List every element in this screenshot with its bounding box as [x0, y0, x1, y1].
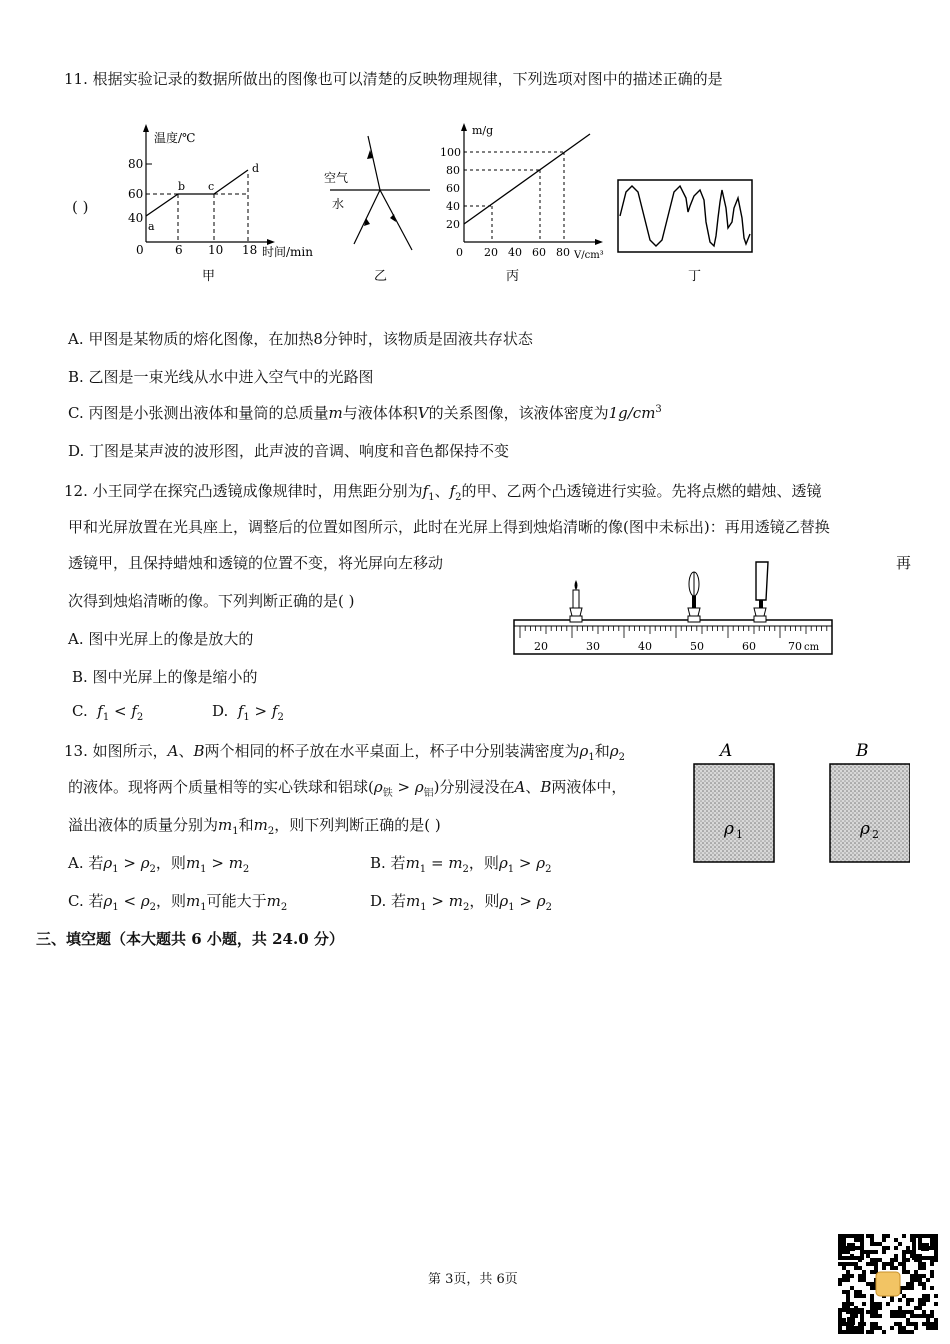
qr-cell: [874, 1266, 878, 1270]
qr-cell: [902, 1314, 906, 1318]
qr-cell: [890, 1266, 894, 1270]
qr-cell: [906, 1298, 910, 1302]
qr-cell: [922, 1310, 926, 1314]
qr-cell: [870, 1322, 874, 1326]
jia-xtick: 10: [208, 243, 224, 257]
qr-cell: [842, 1322, 846, 1326]
qr-cell: [926, 1322, 930, 1326]
bing-ytick: 100: [440, 146, 461, 159]
q13-option-c[interactable]: C. 若$\rho_1 < \rho_2$，则$m_1$可能大于$m_2$: [68, 892, 288, 913]
qr-cell: [898, 1262, 902, 1266]
qr-cell: [842, 1238, 846, 1242]
qr-cell: [922, 1266, 926, 1270]
opt-c-m: m: [328, 404, 343, 422]
q11-option-a[interactable]: A. 甲图是某物质的熔化图像，在加热8分钟时，该物质是固液共存状态: [68, 330, 533, 348]
qr-cell: [906, 1250, 910, 1254]
qr-cell: [866, 1330, 870, 1334]
qr-cell: [910, 1286, 914, 1290]
qr-cell: [918, 1282, 922, 1286]
qr-cell: [922, 1314, 926, 1318]
convex-lens: [688, 572, 700, 622]
jia-point-d: d: [252, 162, 260, 175]
qr-cell: [890, 1326, 894, 1330]
bing-ytick: 40: [446, 200, 460, 213]
qr-cell: [922, 1322, 926, 1326]
qr-cell: [850, 1274, 854, 1278]
qr-cell: [894, 1314, 898, 1318]
qr-cell: [934, 1326, 938, 1330]
qr-cell: [898, 1242, 902, 1246]
section-3-title: 三、填空题（本大题共 6 小题，共 24.0 分）: [36, 930, 344, 948]
qr-cell: [906, 1270, 910, 1274]
qr-cell: [854, 1266, 858, 1270]
qr-cell: [906, 1322, 910, 1326]
bing-xtick: 80: [556, 246, 570, 259]
qr-cell: [882, 1234, 886, 1238]
qr-cell: [870, 1330, 874, 1334]
bing-line: [464, 134, 590, 224]
qr-cell: [846, 1262, 850, 1266]
qr-cell: [902, 1294, 906, 1298]
qr-cell: [870, 1326, 874, 1330]
q11-option-d[interactable]: D. 丁图是某声波的波形图，此声波的音调、响度和音色都保持不变: [68, 442, 510, 460]
bing-ylabel: m/g: [472, 124, 494, 137]
qr-cell: [854, 1294, 858, 1298]
qr-cell: [918, 1302, 922, 1306]
qr-cell: [870, 1314, 874, 1318]
qr-cell: [898, 1326, 902, 1330]
qr-cell: [906, 1310, 910, 1314]
qr-cell: [902, 1234, 906, 1238]
qr-cell: [898, 1314, 902, 1318]
opt-c-pre: C. 丙图是小张测出液体和量筒的总质量: [68, 404, 329, 422]
qr-cell: [926, 1326, 930, 1330]
qr-cell: [874, 1250, 878, 1254]
qr-cell: [922, 1262, 926, 1266]
qr-cell: [854, 1262, 858, 1266]
qr-cell: [890, 1298, 894, 1302]
candle: [570, 580, 582, 622]
qr-cell: [898, 1330, 902, 1334]
qr-cell: [870, 1242, 874, 1246]
q12-line2: 甲和光屏放置在光具座上，调整后的位置如图所示，此时在光屏上得到烛焰清晰的像(图中未标出)：再用透镜乙替换: [68, 518, 830, 536]
bing-ytick: 60: [446, 182, 460, 195]
qr-cell: [846, 1290, 850, 1294]
qr-cell: [862, 1270, 866, 1274]
bing-xlabel: V/cm³: [574, 250, 604, 261]
cup-b-rho-sub: 2: [872, 828, 879, 841]
qr-cell: [910, 1330, 914, 1334]
qr-cell: [934, 1294, 938, 1298]
qr-cell: [870, 1262, 874, 1266]
qr-cell: [894, 1322, 898, 1326]
qr-cell: [930, 1238, 934, 1242]
qr-cell: [894, 1246, 898, 1250]
ding-wave: [620, 186, 750, 246]
qr-cell: [918, 1238, 922, 1242]
qr-cell: [934, 1318, 938, 1322]
bench-tick-label: 70: [788, 640, 802, 653]
jia-ylabel: 温度/℃: [154, 131, 196, 145]
qr-cell: [910, 1310, 914, 1314]
qr-cell: [914, 1278, 918, 1282]
qr-cell: [870, 1250, 874, 1254]
qr-cell: [878, 1326, 882, 1330]
yi-caption: 乙: [374, 269, 388, 284]
qr-cell: [858, 1278, 862, 1282]
q13-option-d[interactable]: D. 若$m_1 > m_2$，则$\rho_1 > \rho_2$: [370, 892, 552, 913]
jia-curve: [146, 170, 248, 216]
qr-cell: [922, 1286, 926, 1290]
qr-cell: [874, 1242, 878, 1246]
qr-cell: [930, 1326, 934, 1330]
q13-line1: 13. 如图所示，A、B两个相同的杯子放在水平桌面上，杯子中分别装满密度为$\rho_1$和$\rho_2$: [64, 742, 625, 763]
qr-cell: [854, 1238, 858, 1242]
qr-cell: [846, 1274, 850, 1278]
qr-cell: [898, 1322, 902, 1326]
fig-yi-refraction: [318, 128, 430, 288]
qr-cell: [898, 1298, 902, 1302]
qr-cell: [850, 1302, 854, 1306]
qr-cell: [846, 1294, 850, 1298]
qr-cell: [842, 1246, 846, 1250]
qr-cell: [918, 1266, 922, 1270]
bing-ytick: 20: [446, 218, 460, 231]
qr-cell: [894, 1238, 898, 1242]
qr-cell: [914, 1270, 918, 1274]
qr-cell: [870, 1258, 874, 1262]
cup-a-rho-sub: 1: [736, 828, 743, 841]
q13-line3: 溢出液体的质量分别为$m_1$和$m_2$，则下列判断正确的是( ): [68, 816, 441, 837]
qr-cell: [930, 1286, 934, 1290]
yi-air-label: 空气: [324, 171, 349, 185]
qr-cell: [902, 1286, 906, 1290]
jia-xlabel: 时间/min: [262, 245, 313, 259]
qr-cell: [934, 1322, 938, 1326]
qr-cell: [910, 1282, 914, 1286]
qr-cell: [902, 1326, 906, 1330]
qr-cell: [862, 1302, 866, 1306]
qr-cell: [910, 1322, 914, 1326]
qr-cell: [882, 1266, 886, 1270]
qr-cell: [846, 1298, 850, 1302]
qr-code: [838, 1234, 938, 1334]
opt-c-value: 1g/cm: [608, 404, 656, 422]
qr-cell: [902, 1266, 906, 1270]
q11-answer-paren: ( ): [72, 198, 89, 216]
qr-cell: [930, 1242, 934, 1246]
qr-cell: [894, 1266, 898, 1270]
q12-line4: 次得到烛焰清晰的像。下列判断正确的是( ): [68, 592, 355, 610]
qr-cell: [870, 1238, 874, 1242]
qr-cell: [898, 1310, 902, 1314]
jia-ytick: 60: [128, 187, 144, 201]
qr-cell: [906, 1318, 910, 1322]
q11-stem: 11. 根据实验记录的数据所做出的图像也可以清楚的反映物理规律，下列选项对图中的描述正确的是: [64, 70, 723, 88]
qr-cell: [882, 1330, 886, 1334]
qr-cell: [882, 1250, 886, 1254]
qr-cell: [866, 1262, 870, 1266]
qr-cell: [906, 1282, 910, 1286]
qr-cell: [858, 1266, 862, 1270]
qr-cell: [882, 1238, 886, 1242]
qr-cell: [878, 1258, 882, 1262]
qr-cell: [906, 1246, 910, 1250]
qr-cell: [910, 1274, 914, 1278]
q13-line2: 的液体。现将两个质量相等的实心铁球和铝球$(\rho_铁 > \rho_铝)$分别浸没在A、B两液体中，: [68, 778, 627, 799]
qr-cell: [930, 1262, 934, 1266]
qr-cell: [866, 1310, 870, 1314]
fig-bing-graph: [436, 118, 616, 288]
qr-cell: [902, 1270, 906, 1274]
qr-cell: [918, 1306, 922, 1310]
qr-cell: [910, 1314, 914, 1318]
qr-cell: [878, 1306, 882, 1310]
qr-cell: [870, 1298, 874, 1302]
qr-cell: [914, 1322, 918, 1326]
qr-cell: [906, 1302, 910, 1306]
jia-xtick: 18: [242, 243, 258, 257]
q12-option-d[interactable]: D. $f_1 > f_2$: [212, 702, 284, 723]
bing-caption: 丙: [506, 269, 520, 284]
opt-c-post: 的关系图像，该液体密度为: [428, 404, 609, 422]
q13-option-a[interactable]: A. 若$\rho_1 > \rho_2$，则$m_1 > m_2$: [68, 854, 250, 875]
qr-cell: [870, 1286, 874, 1290]
qr-cell: [842, 1274, 846, 1278]
cup-b-label: B: [856, 741, 869, 761]
qr-cell: [854, 1290, 858, 1294]
qr-cell: [890, 1310, 894, 1314]
cup-b-rho: ρ: [860, 819, 870, 839]
opt-c-v: V: [417, 404, 429, 422]
qr-cell: [922, 1302, 926, 1306]
q13-option-b[interactable]: B. 若$m_1 = m_2$，则$\rho_1 > \rho_2$: [370, 854, 552, 875]
qr-cell: [870, 1306, 874, 1310]
qr-cell: [886, 1262, 890, 1266]
qr-cell: [862, 1278, 866, 1282]
qr-cell: [922, 1294, 926, 1298]
qr-cell: [930, 1314, 934, 1318]
bing-xtick: 0: [456, 246, 463, 259]
qr-cell: [846, 1278, 850, 1282]
qr-cell: [870, 1234, 874, 1238]
qr-cell: [918, 1262, 922, 1266]
qr-cell: [922, 1298, 926, 1302]
q12-line3-end: 再: [896, 554, 912, 572]
qr-cell: [878, 1242, 882, 1246]
qr-cell: [906, 1330, 910, 1334]
qr-cell: [870, 1282, 874, 1286]
cup-a: [694, 764, 774, 862]
qr-cell: [878, 1302, 882, 1306]
qr-cell: [918, 1314, 922, 1318]
qr-cell: [926, 1314, 930, 1318]
qr-cell: [890, 1262, 894, 1266]
q11-option-c[interactable]: [68, 402, 662, 423]
qr-cell: [850, 1286, 854, 1290]
qr-cell: [926, 1294, 930, 1298]
q11-option-b[interactable]: B. 乙图是一束光线从水中进入空气中的光路图: [68, 368, 374, 386]
cups-figure: [690, 738, 910, 866]
bench-tick-label: 30: [586, 640, 600, 653]
qr-cell: [902, 1262, 906, 1266]
qr-cell: [910, 1298, 914, 1302]
jia-ytick: 80: [128, 157, 144, 171]
qr-cell: [862, 1274, 866, 1278]
qr-cell: [874, 1302, 878, 1306]
qr-cell: [862, 1294, 866, 1298]
qr-cell: [898, 1306, 902, 1310]
qr-cell: [874, 1262, 878, 1266]
qr-cell: [842, 1302, 846, 1306]
optical-bench: [510, 560, 838, 660]
qr-cell: [874, 1322, 878, 1326]
qr-cell: [874, 1258, 878, 1262]
q12-option-c[interactable]: C. $f_1 < f_2$: [72, 702, 144, 723]
bench-tick-label: 20: [534, 640, 548, 653]
qr-cell: [874, 1314, 878, 1318]
qr-cell: [858, 1274, 862, 1278]
q12-option-b[interactable]: B. 图中光屏上的像是缩小的: [72, 668, 258, 686]
jia-ytick: 40: [128, 211, 144, 225]
qr-cell: [930, 1322, 934, 1326]
qr-cell: [922, 1274, 926, 1278]
qr-cell: [894, 1310, 898, 1314]
bing-xtick: 20: [484, 246, 498, 259]
qr-cell: [866, 1250, 870, 1254]
jia-point-c: c: [208, 180, 215, 193]
qr-cell: [850, 1262, 854, 1266]
qr-cell: [854, 1326, 858, 1330]
opt-c-exp: 3: [655, 404, 662, 415]
qr-cell: [918, 1278, 922, 1282]
cup-b: [830, 764, 910, 862]
qr-cell: [870, 1302, 874, 1306]
jia-caption: 甲: [202, 269, 216, 284]
qr-cell: [930, 1270, 934, 1274]
qr-cell: [902, 1330, 906, 1334]
jia-xtick: 0: [136, 243, 144, 257]
qr-cell: [866, 1254, 870, 1258]
qr-cell: [902, 1258, 906, 1262]
qr-cell: [838, 1282, 842, 1286]
qr-cell: [866, 1282, 870, 1286]
qr-cell: [918, 1298, 922, 1302]
qr-cell: [858, 1294, 862, 1298]
qr-cell: [878, 1314, 882, 1318]
qr-cell: [926, 1298, 930, 1302]
fig-jia-graph: [120, 118, 325, 288]
qr-cell: [842, 1278, 846, 1282]
cup-a-rho: ρ: [724, 819, 734, 839]
qr-cell: [846, 1326, 850, 1330]
qr-cell: [906, 1286, 910, 1290]
qr-cell: [886, 1246, 890, 1250]
light-screen: [754, 562, 768, 622]
qr-cell: [842, 1242, 846, 1246]
qr-cell: [918, 1274, 922, 1278]
qr-cell: [846, 1270, 850, 1274]
qr-cell: [842, 1266, 846, 1270]
q12-option-a[interactable]: A. 图中光屏上的像是放大的: [68, 630, 254, 648]
qr-cell: [870, 1270, 874, 1274]
qr-cell: [930, 1246, 934, 1250]
qr-cell: [846, 1302, 850, 1306]
qr-cell: [890, 1258, 894, 1262]
qr-cell: [926, 1318, 930, 1322]
qr-cell: [910, 1278, 914, 1282]
qr-cell: [894, 1254, 898, 1258]
qr-cell: [886, 1302, 890, 1306]
qr-cell: [850, 1326, 854, 1330]
qr-cell: [838, 1262, 842, 1266]
qr-cell: [934, 1302, 938, 1306]
cup-a-label: A: [720, 741, 733, 761]
qr-cell: [842, 1250, 846, 1254]
qr-cell: [902, 1254, 906, 1258]
jia-point-b: b: [178, 180, 186, 193]
q12-line1: 12. 小王同学在探究凸透镜成像规律时，用焦距分别为$f_1$、$f_2$的甲、乙两个凸透镜进行实验。先将点燃的蜡烛、透镜: [64, 482, 822, 503]
qr-cell: [926, 1278, 930, 1282]
bench-unit: cm: [804, 642, 820, 653]
jia-xtick: 6: [175, 243, 183, 257]
qr-cell: [870, 1294, 874, 1298]
bing-xtick: 40: [508, 246, 522, 259]
qr-cell: [882, 1246, 886, 1250]
qr-cell: [914, 1274, 918, 1278]
opt-c-mid: 与液体体积: [342, 404, 418, 422]
qr-cell: [914, 1306, 918, 1310]
qr-cell: [838, 1278, 842, 1282]
qr-cell: [894, 1258, 898, 1262]
qr-cell: [870, 1310, 874, 1314]
bing-ytick: 80: [446, 164, 460, 177]
qr-cell: [886, 1234, 890, 1238]
qr-cell: [874, 1306, 878, 1310]
yi-water-label: 水: [332, 197, 345, 211]
fig-ding-waveform: [616, 178, 756, 288]
qr-cell: [882, 1262, 886, 1266]
bench-tick-label: 60: [742, 640, 756, 653]
qr-cell: [930, 1274, 934, 1278]
qr-cell: [842, 1262, 846, 1266]
qr-cell: [890, 1314, 894, 1318]
qr-cell: [906, 1258, 910, 1262]
page-footer: 第 3页，共 6页: [428, 1272, 518, 1287]
qr-cell: [842, 1318, 846, 1322]
ding-caption: 丁: [688, 269, 702, 284]
qr-cell: [874, 1310, 878, 1314]
qr-logo: [876, 1272, 900, 1296]
qr-cell: [866, 1234, 870, 1238]
qr-cell: [922, 1282, 926, 1286]
qr-cell: [914, 1326, 918, 1330]
bing-xtick: 60: [532, 246, 546, 259]
qr-cell: [914, 1314, 918, 1318]
qr-cell: [902, 1250, 906, 1254]
qr-cell: [858, 1290, 862, 1294]
qr-cell: [874, 1326, 878, 1330]
qr-cell: [930, 1310, 934, 1314]
qr-cell: [902, 1310, 906, 1314]
q12-line3: 透镜甲，且保持蜡烛和透镜的位置不变，将光屏向左移动: [68, 554, 444, 572]
bench-tick-label: 40: [638, 640, 652, 653]
bench-tick-label: 50: [690, 640, 704, 653]
qr-cell: [842, 1290, 846, 1294]
jia-point-a: a: [148, 220, 155, 233]
